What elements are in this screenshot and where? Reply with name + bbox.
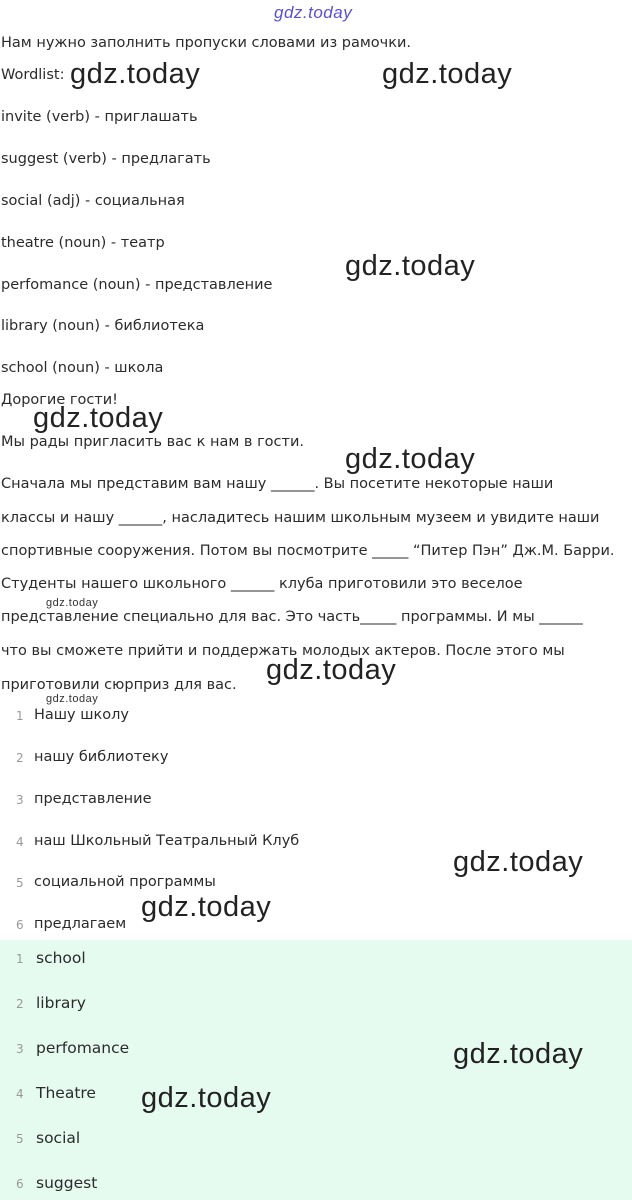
watermark: gdz.today (46, 693, 99, 705)
answer-number: 3 (16, 1042, 24, 1056)
item-number: 4 (16, 835, 24, 849)
watermark: gdz.today (382, 58, 513, 90)
answer-number: 6 (16, 1177, 24, 1191)
item-number: 5 (16, 876, 24, 890)
item-text: Нашу школу (34, 707, 129, 723)
answer-item (0, 1084, 632, 1104)
watermark: gdz.today (266, 654, 397, 686)
answer-text: library (36, 994, 86, 1012)
list-item (0, 916, 632, 936)
answer-text: Theatre (36, 1084, 96, 1102)
wordlist-item: library (noun) - библиотека (1, 318, 205, 334)
wordlist-label: Wordlist: (1, 67, 65, 83)
letter-line: что вы сможете прийти и поддержать молодых актеров. После этого мы (1, 643, 565, 659)
answer-item (0, 1129, 632, 1149)
item-text: представление (34, 791, 152, 807)
answer-number: 4 (16, 1087, 24, 1101)
letter-line: Сначала мы представим вам нашу ______. Вы посетите некоторые наши (1, 476, 554, 492)
item-text: наш Школьный Театральный Клуб (34, 833, 300, 849)
item-number: 2 (16, 751, 24, 765)
wordlist-item: suggest (verb) - предлагать (1, 151, 211, 167)
watermark: gdz.today (453, 1038, 584, 1070)
list-item (0, 791, 632, 811)
watermark: gdz.today (345, 250, 476, 282)
wordlist-item: theatre (noun) - театр (1, 235, 165, 251)
intro-text: Нам нужно заполнить пропуски словами из рамочки. (1, 35, 412, 51)
wordlist-item: school (noun) - школа (1, 360, 164, 376)
letter-line: приготовили сюрприз для вас. (1, 677, 237, 693)
letter-line: Студенты нашего школьного ______ клуба приготовили это веселое (1, 576, 523, 592)
answer-number: 5 (16, 1132, 24, 1146)
watermark: gdz.today (453, 846, 584, 878)
answer-item (0, 949, 632, 969)
wordlist-item: social (adj) - социальная (1, 193, 185, 209)
answer-number: 1 (16, 952, 24, 966)
item-number: 3 (16, 793, 24, 807)
answer-text: suggest (36, 1174, 98, 1192)
watermark: gdz.today (46, 597, 99, 609)
answer-item (0, 994, 632, 1014)
item-number: 6 (16, 918, 24, 932)
answer-item (0, 1174, 632, 1194)
answer-text: school (36, 949, 86, 967)
watermark: gdz.today (345, 443, 476, 475)
answer-number: 2 (16, 997, 24, 1011)
wordlist-item: perfomance (noun) - представление (1, 277, 273, 293)
watermark: gdz.today (141, 891, 272, 923)
letter-line: классы и нашу ______, насладитесь нашим школьным музеем и увидите наши (1, 510, 600, 526)
answer-text: social (36, 1129, 81, 1147)
letter-line: Мы рады пригласить вас к нам в гости. (1, 434, 305, 450)
list-item (0, 707, 632, 727)
answer-text: perfomance (36, 1039, 130, 1057)
watermark-top: gdz.today (274, 3, 353, 22)
letter-line: спортивные сооружения. Потом вы посмотрите _____ “Питер Пэн” Дж.М. Барри. (1, 543, 615, 559)
list-item (0, 749, 632, 769)
item-text: нашу библиотеку (34, 749, 169, 765)
item-text: предлагаем (34, 916, 127, 932)
watermark: gdz.today (141, 1082, 272, 1114)
item-number: 1 (16, 709, 24, 723)
item-text: социальной программы (34, 874, 216, 890)
watermark: gdz.today (70, 58, 201, 90)
letter-line: представление специально для вас. Это часть_____ программы. И мы ______ (1, 609, 583, 625)
watermark: gdz.today (33, 402, 164, 434)
letter-line: Дорогие гости! (1, 392, 118, 408)
wordlist-item: invite (verb) - приглашать (1, 109, 198, 125)
